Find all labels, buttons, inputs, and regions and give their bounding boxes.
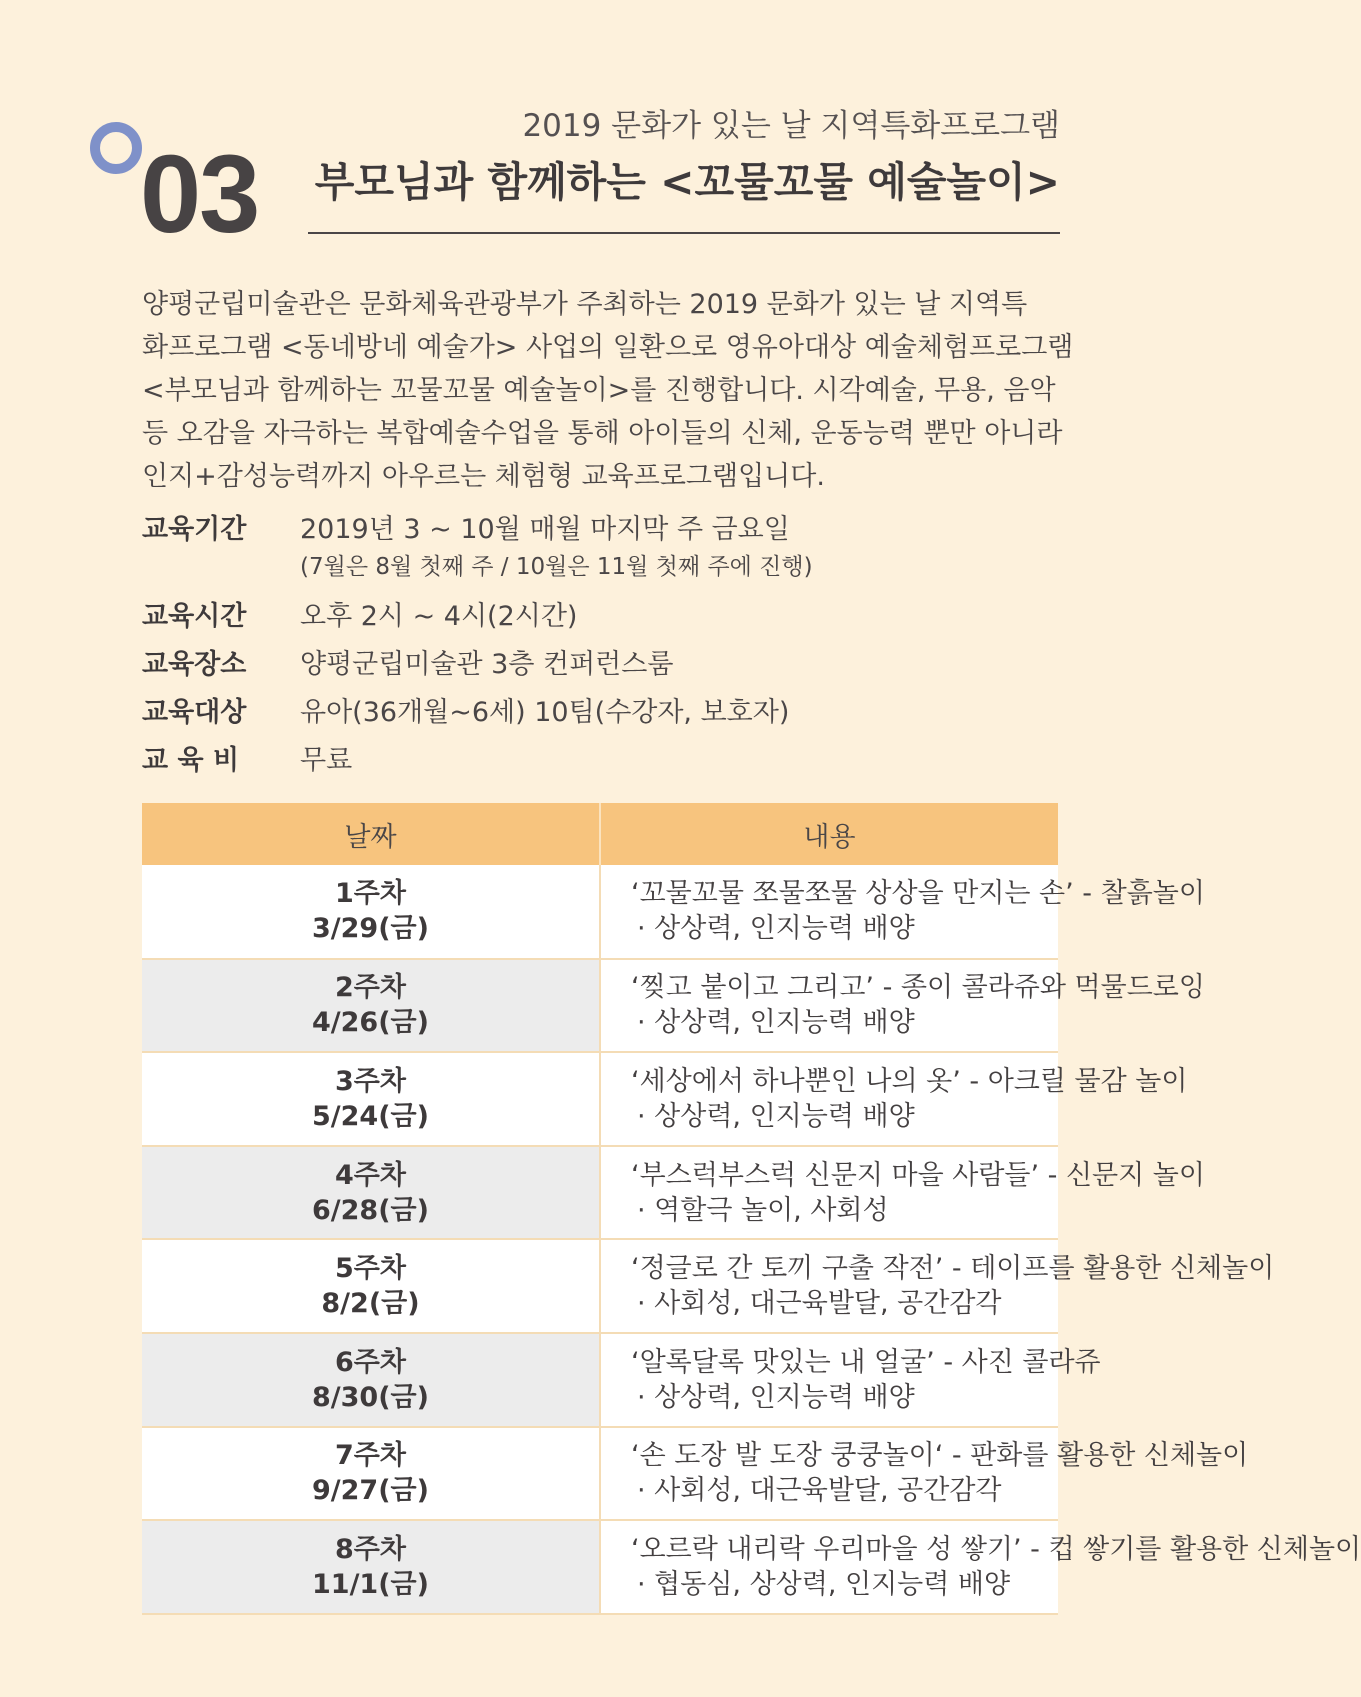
activity-note: · 상상력, 인지능력 배양	[637, 1007, 915, 1039]
content-cell	[600, 1427, 1249, 1521]
activity-note: · 상상력, 인지능력 배양	[637, 1381, 915, 1413]
header-content: 내용	[600, 803, 1058, 865]
week-label: 2주차	[335, 972, 406, 1004]
program-subtitle: 2019 문화가 있는 날 지역특화프로그램	[522, 108, 1060, 144]
intro-line: <부모님과 함께하는 꼬물꼬물 예술놀이>를 진행합니다. 시각예술, 무용, 음악	[142, 375, 1056, 406]
week-label: 1주차	[335, 878, 406, 910]
title-divider	[308, 232, 1060, 234]
info-value: 무료	[300, 745, 353, 776]
info-label: 교육기간	[142, 514, 247, 545]
week-label: 3주차	[335, 1065, 406, 1097]
date-label: 9/27(금)	[312, 1475, 429, 1507]
intro-line: 인지+감성능력까지 아우르는 체험형 교육프로그램입니다.	[142, 461, 825, 492]
content-cell	[600, 1239, 1275, 1333]
activity-note: · 협동심, 상상력, 인지능력 배양	[637, 1568, 1011, 1600]
section-number: 03	[140, 133, 259, 256]
table-row	[142, 1146, 1058, 1240]
date-cell	[142, 1427, 600, 1521]
week-label: 7주차	[335, 1440, 406, 1472]
intro-paragraph	[142, 283, 1074, 498]
content-cell	[600, 1333, 1101, 1427]
activity-title: ‘찢고 붙이고 그리고’ - 종이 콜라쥬와 먹물드로잉	[631, 972, 1205, 1004]
date-cell	[142, 865, 600, 959]
info-value: 2019년 3 ~ 10월 매월 마지막 주 금요일	[300, 514, 790, 545]
activity-title: ‘정글로 간 토끼 구출 작전’ - 테이프를 활용한 신체놀이	[631, 1253, 1275, 1285]
week-label: 4주차	[335, 1159, 406, 1191]
activity-note: · 사회성, 대근육발달, 공간감각	[637, 1475, 1002, 1507]
activity-title: ‘알록달록 맛있는 내 얼굴’ - 사진 콜라쥬	[631, 1346, 1101, 1378]
activity-note: · 상상력, 인지능력 배양	[637, 913, 915, 945]
date-label: 6/28(금)	[312, 1194, 429, 1226]
table-row	[142, 1052, 1058, 1146]
content-cell	[600, 865, 1205, 959]
program-title: 부모님과 함께하는 <꼬물꼬물 예술놀이>	[314, 158, 1060, 206]
content-cell	[600, 1520, 1361, 1614]
header-date: 날짜	[142, 803, 600, 865]
date-cell	[142, 1052, 600, 1146]
date-label: 8/2(금)	[321, 1288, 420, 1320]
date-label: 11/1(금)	[312, 1568, 429, 1600]
week-label: 5주차	[335, 1253, 406, 1285]
week-label: 8주차	[335, 1533, 406, 1565]
activity-title: ‘오르락 내리락 우리마을 성 쌓기’ - 컵 쌓기를 활용한 신체놀이	[631, 1533, 1361, 1565]
activity-note: · 상상력, 인지능력 배양	[637, 1100, 915, 1132]
content-cell	[600, 1146, 1205, 1240]
activity-title: ‘부스럭부스럭 신문지 마을 사람들’ - 신문지 놀이	[631, 1159, 1205, 1191]
activity-title: ‘꼬물꼬물 쪼물쪼물 상상을 만지는 손’ - 찰흙놀이	[631, 878, 1205, 910]
activity-title: ‘손 도장 발 도장 쿵쿵놀이‘ - 판화를 활용한 신체놀이	[631, 1440, 1249, 1472]
content-cell	[600, 959, 1205, 1053]
circle-ring-icon	[90, 122, 142, 174]
date-cell	[142, 959, 600, 1053]
date-label: 4/26(금)	[312, 1007, 429, 1039]
table-row	[142, 1520, 1058, 1614]
date-label: 3/29(금)	[312, 913, 429, 945]
info-label: 교육대상	[142, 697, 247, 728]
activity-title: ‘세상에서 하나뿐인 나의 옷’ - 아크릴 물감 놀이	[631, 1065, 1188, 1097]
table-row	[142, 1333, 1058, 1427]
activity-note: · 역할극 놀이, 사회성	[637, 1194, 889, 1226]
date-cell	[142, 1239, 600, 1333]
table-row	[142, 959, 1058, 1053]
schedule-table	[142, 803, 1361, 1615]
date-cell	[142, 1333, 600, 1427]
table-header-row	[142, 803, 1058, 865]
date-cell	[142, 1520, 600, 1614]
info-value: 오후 2시 ~ 4시(2시간)	[300, 601, 578, 632]
content-cell	[600, 1052, 1188, 1146]
info-label: 교육장소	[142, 649, 247, 680]
intro-line: 양평군립미술관은 문화체육관광부가 주최하는 2019 문화가 있는 날 지역특	[142, 289, 1028, 320]
info-value: 유아(36개월~6세) 10팀(수강자, 보호자)	[300, 697, 790, 728]
intro-line: 화프로그램 <동네방네 예술가> 사업의 일환으로 영유아대상 예술체험프로그램	[142, 332, 1074, 363]
info-note: (7월은 8월 첫째 주 / 10월은 11월 첫째 주에 진행)	[300, 554, 813, 580]
date-label: 5/24(금)	[312, 1100, 429, 1132]
table-row	[142, 1239, 1058, 1333]
info-label: 교 육 비	[142, 745, 240, 776]
week-label: 6주차	[335, 1346, 406, 1378]
table-row	[142, 865, 1058, 959]
date-label: 8/30(금)	[312, 1381, 429, 1413]
date-cell	[142, 1146, 600, 1240]
info-value: 양평군립미술관 3층 컨퍼런스룸	[300, 649, 674, 680]
info-label: 교육시간	[142, 601, 247, 632]
activity-note: · 사회성, 대근육발달, 공간감각	[637, 1288, 1002, 1320]
intro-line: 등 오감을 자극하는 복합예술수업을 통해 아이들의 신체, 운동능력 뿐만 아니라	[142, 418, 1063, 449]
table-row	[142, 1427, 1058, 1521]
